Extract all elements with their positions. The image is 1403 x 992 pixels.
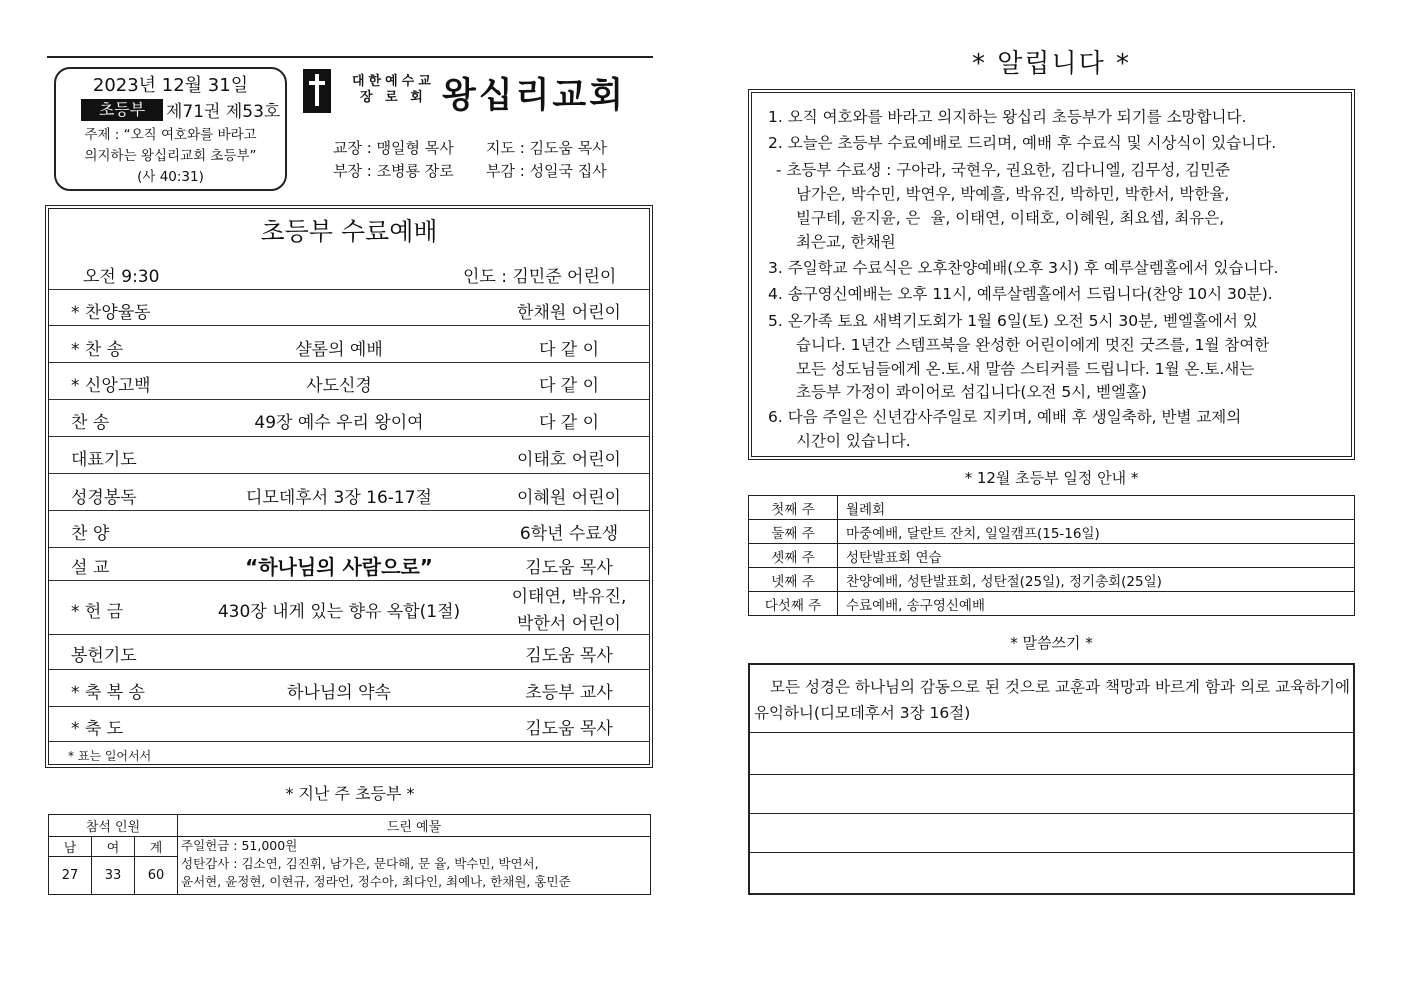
writing-line bbox=[750, 732, 1353, 733]
last-week-title: * 지난 주 초등부 * bbox=[285, 784, 415, 803]
service-row-person: 6학년 수료생 bbox=[519, 524, 619, 544]
writing-line bbox=[750, 852, 1353, 853]
notice-line: 6. 다음 주일은 신년감사주일로 지키며, 예배 후 생일축하, 반별 교제의 bbox=[768, 408, 1242, 426]
notice-line: 빌구테, 윤지윤, 은 율, 이태연, 이태호, 이혜원, 최요셉, 최유은, bbox=[796, 209, 1225, 227]
service-row bbox=[49, 290, 649, 326]
offering-line-3: 윤서현, 윤정현, 이현규, 정라언, 정수아, 최다인, 최예나, 한채원, 홍민준 bbox=[181, 874, 571, 889]
notice-line: 1. 오직 여호와를 바라고 의지하는 왕십리 초등부가 되기를 소망합니다. bbox=[768, 108, 1247, 126]
notice-line: 초등부 가정이 콰이어로 섬깁니다(오전 5시, 벧엘홀) bbox=[796, 383, 1147, 401]
schedule-week: 다섯째 주 bbox=[749, 592, 838, 616]
service-row-label: 찬 송 bbox=[71, 413, 110, 433]
total-count: 60 bbox=[135, 857, 178, 895]
theme-line-1: 주제 : “오직 여호와를 바라고 bbox=[84, 127, 257, 143]
bulletin-date: 2023년 12월 31일 bbox=[92, 75, 249, 96]
service-row-label: * 헌 금 bbox=[71, 602, 124, 622]
service-row-item: 430장 내게 있는 향유 옥합(1절) bbox=[217, 602, 461, 622]
dept-tag: 초등부 bbox=[81, 99, 163, 121]
staff-director: 지도 : 김도움 목사 bbox=[486, 139, 607, 157]
schedule-event: 마중예배, 달란트 잔치, 일일캠프(15-16일) bbox=[838, 520, 1355, 544]
service-row bbox=[49, 474, 649, 511]
service-title: 초등부 수료예배 bbox=[260, 217, 438, 246]
schedule-event: 성탄발표회 연습 bbox=[838, 544, 1355, 568]
schedule-row bbox=[749, 568, 1355, 592]
denomination bbox=[352, 74, 435, 106]
staff-principal: 교장 : 맹일형 목사 bbox=[333, 139, 454, 157]
verse-writing-title: * 말씀쓰기 * bbox=[1010, 634, 1093, 652]
church-name: 왕십리교회 bbox=[442, 75, 627, 116]
service-row bbox=[49, 548, 649, 581]
theme-line-2: 의지하는 왕십리교회 초등부” bbox=[84, 148, 257, 164]
top-rule bbox=[47, 56, 653, 58]
notice-line: 2. 오늘은 초등부 수료예배로 드리며, 예배 후 수료식 및 시상식이 있습니다. bbox=[768, 134, 1277, 152]
attendance-header: 참석 인원 bbox=[49, 815, 178, 837]
service-row-label: 대표기도 bbox=[71, 450, 137, 470]
service-row-label: * 축 도 bbox=[71, 719, 124, 739]
schedule-event: 월례회 bbox=[838, 496, 1355, 520]
schedule-row bbox=[749, 496, 1355, 520]
denomination-line-1: 대한예수교 bbox=[352, 74, 435, 89]
theme-reference: (사 40:31) bbox=[137, 169, 204, 185]
service-row-item: 디모데후서 3장 16-17절 bbox=[246, 488, 432, 508]
service-time: 오전 9:30 bbox=[83, 267, 160, 287]
writing-line bbox=[750, 813, 1353, 814]
notice-line: 모든 성도님들에게 온.토.새 말씀 스티커를 드립니다. 1월 온.토.새는 bbox=[796, 360, 1255, 378]
service-row-person: 이혜원 어린이 bbox=[517, 488, 621, 508]
notice-line: 3. 주일학교 수료식은 오후찬양예배(오후 3시) 후 예루살렘홀에서 있습니다. bbox=[768, 259, 1279, 277]
schedule-title: * 12월 초등부 일정 안내 * bbox=[964, 469, 1139, 487]
offering-line-2: 성탄감사 : 김소연, 김진휘, 남가은, 문다해, 문 율, 박수민, 박연서, bbox=[181, 856, 539, 871]
last-week-table bbox=[48, 814, 651, 895]
schedule-event: 찬양예배, 성탄발표회, 성탄절(25일), 정기총회(25일) bbox=[838, 568, 1355, 592]
service-row-person: 한채원 어린이 bbox=[517, 303, 621, 323]
offering-list bbox=[178, 837, 651, 895]
schedule-week: 셋째 주 bbox=[749, 544, 838, 568]
service-row-item: 사도신경 bbox=[306, 376, 372, 396]
service-row bbox=[49, 437, 649, 474]
notice-line: 습니다. 1년간 스템프북을 완성한 어린이에게 멋진 굿즈를, 1월 참여한 bbox=[796, 336, 1270, 354]
service-row-label: 찬 양 bbox=[71, 524, 110, 544]
denomination-line-2: 장 로 회 bbox=[360, 90, 427, 105]
theme bbox=[56, 125, 285, 188]
offering-line-1: 주일헌금 : 51,000원 bbox=[181, 838, 298, 853]
service-row-person: 초등부 교사 bbox=[525, 683, 613, 703]
service-row-person: 김도움 목사 bbox=[525, 719, 613, 739]
service-row bbox=[49, 707, 649, 742]
service-row-item: 샬롬의 예배 bbox=[295, 340, 383, 360]
schedule-event: 수료예배, 송구영신예배 bbox=[838, 592, 1355, 616]
sermon-title: “하나님의 사람으로” bbox=[245, 555, 433, 579]
col-female: 여 bbox=[92, 837, 135, 857]
schedule-week: 넷째 주 bbox=[749, 568, 838, 592]
service-leader: 인도 : 김민준 어린이 bbox=[463, 267, 617, 287]
service-row bbox=[49, 635, 649, 670]
schedule-week: 둘째 주 bbox=[749, 520, 838, 544]
service-row-label: 설 교 bbox=[71, 558, 110, 578]
service-row bbox=[49, 326, 649, 363]
service-row-label: * 찬 송 bbox=[71, 340, 124, 360]
service-row-item: 하나님의 약속 bbox=[287, 683, 391, 703]
schedule-table bbox=[748, 495, 1355, 616]
service-row-label: * 축 복 송 bbox=[71, 683, 145, 703]
schedule-row bbox=[749, 544, 1355, 568]
notice-line: 남가은, 박수민, 박연우, 박예흘, 박유진, 박하민, 박한서, 박한율, bbox=[796, 185, 1230, 203]
service-row-person-2: 박한서 어린이 bbox=[517, 614, 621, 634]
service-row bbox=[49, 400, 649, 437]
notice-line: 5. 온가족 토요 새벽기도회가 1월 6일(토) 오전 5시 30분, 벧엘홀에서 있 bbox=[768, 312, 1258, 330]
standing-note: * 표는 일어서서 bbox=[68, 749, 152, 763]
staff-head: 부장 : 조병룡 장로 bbox=[333, 162, 454, 180]
service-row-label: 성경봉독 bbox=[71, 488, 137, 508]
female-count: 33 bbox=[92, 857, 135, 895]
service-row bbox=[49, 511, 649, 548]
col-male: 남 bbox=[49, 837, 92, 857]
volume-number: 제71권 제53호 bbox=[166, 102, 281, 122]
service-row-label: * 찬양율동 bbox=[71, 303, 151, 323]
verse-text: 모든 성경은 하나님의 감동으로 된 것으로 교훈과 책망과 바르게 함과 의로 교육하기에 유익하니(디모데후서 3장 16절) bbox=[754, 678, 1350, 722]
notices-title: * 알립니다 * bbox=[972, 49, 1131, 79]
notice-line: 최은교, 한채원 bbox=[796, 233, 896, 251]
service-row-label: 봉헌기도 bbox=[71, 646, 137, 666]
male-count: 27 bbox=[49, 857, 92, 895]
notice-line: - 초등부 수료생 : 구아라, 국현우, 권요한, 김다니엘, 김무성, 김민준 bbox=[771, 161, 1231, 179]
col-total: 계 bbox=[135, 837, 178, 857]
service-row-person: 이태연, 박유진, bbox=[511, 587, 627, 607]
bulletin-info-box bbox=[54, 67, 287, 191]
service-row-label: * 신앙고백 bbox=[71, 376, 151, 396]
schedule-week: 첫째 주 bbox=[749, 496, 838, 520]
service-row-person: 김도움 목사 bbox=[525, 558, 613, 578]
notice-line: 시간이 있습니다. bbox=[796, 432, 911, 450]
offering-header: 드린 예물 bbox=[178, 815, 651, 837]
schedule-row bbox=[749, 520, 1355, 544]
church-cross-logo bbox=[302, 68, 332, 114]
service-row bbox=[49, 670, 649, 707]
service-row-person: 다 같 이 bbox=[538, 340, 600, 360]
staff-supervisor: 부감 : 성일국 집사 bbox=[486, 162, 607, 180]
service-row-person: 이태호 어린이 bbox=[517, 450, 621, 470]
service-row bbox=[49, 363, 649, 400]
service-row-person: 김도움 목사 bbox=[525, 646, 613, 666]
service-row-person: 다 같 이 bbox=[538, 376, 600, 396]
service-row bbox=[49, 581, 649, 635]
service-row-person: 다 같 이 bbox=[538, 413, 600, 433]
writing-line bbox=[750, 774, 1353, 775]
notice-line: 4. 송구영신예배는 오후 11시, 예루살렘홀에서 드립니다(찬양 10시 30분). bbox=[768, 285, 1273, 303]
service-time-row bbox=[49, 254, 649, 290]
schedule-row bbox=[749, 592, 1355, 616]
service-row-item: 49장 예수 우리 왕이여 bbox=[254, 413, 424, 433]
